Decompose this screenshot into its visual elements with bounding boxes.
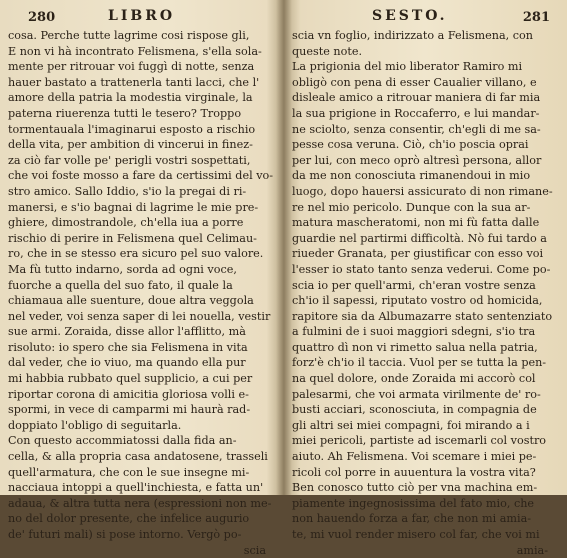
text-line: spormi, in vece di camparmi mi haurà rad- (8, 403, 251, 417)
left-page-number: 280 (28, 10, 56, 25)
text-line: non hauendo forza a far, che non mi amia- (292, 512, 532, 526)
left-running-title: LIBRO (108, 8, 176, 24)
text-line: doppiato l'obligo di seguitarla. (8, 418, 182, 432)
text-line: adaua, & altra tutta nera (espressioni non me- (8, 496, 272, 510)
text-line: luogo, dopo hauersi assicurato di non rimane- (292, 184, 553, 198)
text-line: ghiere, dimostrandole, ch'ella iua a porre (8, 216, 244, 230)
text-line: nacciaua intoppi a quell'inchiesta, e fatta un' (8, 481, 264, 495)
text-line: Ma fù tutto indarno, sorda ad ogni voce, (8, 262, 237, 276)
text-line: chiamaua alle suenture, doue altra veggola (8, 294, 254, 308)
text-line: no del dolor presente, che infelice augurio (8, 512, 250, 526)
text-line: a fulmini de i suoi maggiori sdegni, s'io tra (292, 325, 536, 339)
text-line: cosa. Perche tutte lagrime cosi rispose gli, (8, 29, 250, 42)
text-line: per lui, con meco oprò altresì persona, allor (292, 153, 542, 167)
text-line: mente per ritrouar voi fuggì di notte, senza (8, 60, 255, 74)
text-line: queste note. (292, 44, 363, 58)
text-line: de' futuri mali) si pose intorno. Vergò po- (8, 528, 242, 541)
text-line: quell'armatura, che con le sue insegne mi- (8, 465, 250, 479)
text-line: fuorche a quella del suo fato, il quale la (8, 278, 233, 292)
text-line: sue armi. Zoraida, disse allor l'afflitto, mà (8, 325, 246, 339)
text-line: riueder Granata, per giustificar con esso voi (292, 247, 544, 261)
left-page-text (8, 28, 276, 543)
text-line: ch'io il sapessi, riputato vostro od homicida, (292, 294, 543, 308)
left-catchword: scia (243, 543, 266, 557)
left-page (8, 8, 276, 557)
text-line: ricoli col porre in auuentura la vostra vita? (292, 465, 536, 479)
text-line: paterna riuerenza tutti le tesero? Troppo (8, 106, 242, 120)
text-line: che voi foste mosso a fare da certissimi del vo- (8, 169, 274, 183)
text-line: busti acciari, sconosciuta, in compagnia de (292, 403, 537, 417)
text-line: amore della patria la modestia virginale, la (8, 91, 253, 105)
text-line: da me non conosciuta rimanendoui in mio (292, 169, 531, 183)
text-line: tormentauala l'imaginarui esposto a rischio (8, 122, 256, 136)
text-line: mi habbia rubbato quel supplicio, a cui per (8, 372, 253, 386)
text-line: stro amico. Sallo Iddio, s'io la pregai di ri- (8, 184, 247, 198)
right-catchword: amia- (516, 543, 548, 557)
text-line: manersi, e s'io bagnai di lagrime le mie pre- (8, 200, 259, 214)
text-line: nel veder, voi senza saper di lei nouella, vestir (8, 309, 271, 323)
text-line: aiuto. Ah Felismena. Voi scemare i miei pe- (292, 450, 537, 464)
text-line: forz'è ch'io il taccia. Vuol per se tutta la pen- (292, 356, 547, 370)
text-line: l'esser io stato tanto senza vederui. Come po- (292, 262, 551, 276)
right-page-number: 281 (522, 10, 550, 25)
text-line: guardie nel partirmi difficoltà. Nò fui tardo a (292, 231, 547, 245)
text-line: miei pericoli, partiste ad iscemarli col vostro (292, 434, 547, 448)
right-page-text (292, 28, 558, 543)
text-line: re nel mio pericolo. Dunque con la sua ar- (292, 200, 531, 214)
text-line: pesse cosa veruna. Ciò, ch'io poscia oprai (292, 138, 529, 152)
text-line: za ciò far volle pe' perigli vostri sospettati, (8, 153, 251, 167)
text-line: quattro dì non vi rimetto salua nella patria, (292, 340, 538, 354)
text-line: dal veder, che io viuo, ma quando ella pur (8, 356, 246, 370)
text-line: della vita, per ambition di vincerui in finez- (8, 138, 253, 152)
text-line: scia io per quell'armi, ch'eran vostre senza (292, 278, 536, 292)
text-line: ne sciolto, senza consentir, ch'egli di me sa- (292, 122, 541, 136)
text-line: Ben conosco tutto ciò per vna machina em- (292, 481, 538, 495)
left-page-header (8, 8, 276, 28)
text-line: gli altri sei miei compagni, foi mirando a i (292, 418, 530, 432)
text-line: obligò con pena di esser Caualier villano, e (292, 75, 537, 89)
text-line: hauer bastato a trattenerla tanti lacci, che l' (8, 75, 260, 89)
text-line: te, mi vuol render misero col far, che voi mi (292, 528, 540, 541)
text-line: matura mascheratomi, non mi fù fatta dalle (292, 216, 540, 230)
text-line: riportar corona di amicitia gloriosa volli e- (8, 387, 249, 401)
text-line: na quel dolore, onde Zoraida mi accorò col (292, 372, 536, 386)
text-line: risoluto: io spero che sia Felismena in vita (8, 340, 248, 354)
text-line: la sua prigione in Roccaferro, e lui mandar- (292, 106, 540, 120)
right-page-header (292, 8, 558, 28)
right-page (292, 8, 558, 557)
text-line: La prigionia del mio liberator Ramiro mi (292, 60, 523, 74)
text-line: rapitore sia da Albumazarre stato sentenziato (292, 309, 553, 323)
right-running-title: SESTO. (372, 8, 448, 24)
book-spine (276, 0, 292, 495)
text-line: disleale amico a ritrouar maniera di far mia (292, 91, 541, 105)
text-line: piamente ingegnosissima del fato mio, che (292, 496, 535, 510)
text-line: Con questo accommiatossi dalla fida an- (8, 434, 237, 448)
text-line: rischio di perire in Felismena quel Celimau- (8, 231, 257, 245)
text-line: palesarmi, che voi armata virilmente de' ro- (292, 387, 541, 401)
text-line: E non vi hà incontrato Felismena, s'ella sola- (8, 44, 262, 58)
text-line: ro, che in se stesso era sicuro pel suo valore. (8, 247, 264, 261)
text-line: scia vn foglio, indirizzato a Felismena, con (292, 29, 533, 42)
text-line: cella, & alla propria casa andatosene, trasseli (8, 450, 268, 464)
